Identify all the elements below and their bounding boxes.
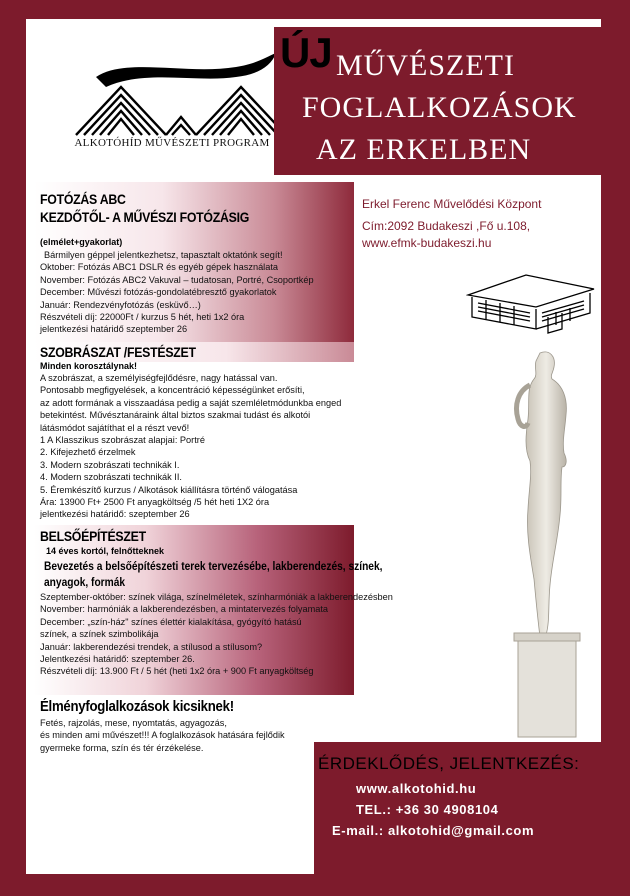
- kids-line: gyermeke forma, szín és tér érzékelése.: [40, 742, 204, 753]
- photo-line: jelentkezési határidő szeptember 26: [40, 324, 188, 335]
- title-line3: AZ ERKELBEN: [316, 133, 532, 166]
- sculpture-line: az adott formának a visszaadása pedig a saját szemléletmódunkba enged: [40, 397, 342, 408]
- logo-caption: ALKOTÓHÍD MŰVÉSZETI PROGRAM: [74, 137, 270, 149]
- sculpture-line: betekintést. Művésztanáraink által biztos szakmai tudást és alkotói: [40, 410, 311, 421]
- sculpture-line: 2. Kifejezhető érzelmek: [40, 447, 136, 458]
- interior-subheading: 14 éves kortól, felnőtteknek: [46, 546, 165, 556]
- title-line1: MŰVÉSZETI: [336, 49, 515, 82]
- interior-line: December: „szín-ház" színes élettér kialakítása, gyógyító hatású: [40, 616, 302, 627]
- interior-heading: BELSŐÉPÍTÉSZET: [40, 528, 146, 544]
- photo-line: December: Művészi fotózás-gondolatébresztő gyakorlatok: [40, 287, 277, 298]
- interior-line: Részvételi díj: 13.900 Ft / 5 hét (heti 1x2 óra + 900 Ft anyagköltség: [40, 666, 314, 677]
- interior-line: November: harmóniák a lakberendezésben, a mintatervezés folyamata: [40, 604, 329, 615]
- sculpture-line: 5. Éremkészítő kurzus / Alkotások kiállításra történő válogatása: [40, 484, 298, 495]
- contact-email[interactable]: E-mail.: alkotohid@gmail.com: [332, 823, 535, 838]
- photo-subheading: (elmélet+gyakorlat): [40, 237, 123, 247]
- interior-line: Január: lakberendezési trendek, a stílusod a stílusom?: [40, 641, 263, 652]
- photo-line: Január: Rendezvényfotózás (esküvő…): [40, 299, 201, 310]
- sculpture-line: 4. Modern szobrászati technikák II.: [40, 472, 182, 483]
- sculpture-line: 1 A Klasszikus szobrászat alapjai: Portré: [40, 435, 205, 446]
- venue-web[interactable]: www.efmk-budakeszi.hu: [362, 236, 492, 250]
- kids-heading: Élményfoglalkozások kicsiknek!: [40, 698, 234, 715]
- contact-phone[interactable]: TEL.: +36 30 4908104: [356, 802, 499, 817]
- kids-line: és minden ami művészet!!! A foglalkozások hatására fejlődik: [40, 730, 285, 741]
- kids-list: [40, 717, 285, 754]
- contact-web[interactable]: www.alkotohid.hu: [356, 781, 477, 796]
- statue-image: [496, 349, 601, 739]
- venue-address: Cím:2092 Budakeszi ,Fő u.108,: [362, 219, 531, 233]
- poster: [26, 19, 601, 874]
- sculpture-line: látásmódot sajátíthat el a részt vevő!: [40, 422, 190, 433]
- photo-line: Oktober: Fotózás ABC1 DSLR és egyéb gépek használata: [40, 262, 278, 273]
- sculpture-subheading: Minden korosztálynak!: [40, 361, 138, 371]
- interior-line: Szeptember-október: színek világa, színelméletek, színharmóniák a lakberendezésben: [40, 592, 393, 602]
- photo-line: Bármilyen géppel jelentkezhetsz, tapasztalt oktatónk segít!: [44, 250, 283, 260]
- sculpture-line: Pontosabb megfigyelések, a koncentráció képességünket erősíti,: [40, 385, 305, 396]
- photo-list: [40, 249, 314, 336]
- alkotohid-logo-icon: [66, 47, 296, 139]
- sculpture-line: A szobrászat, a személyiségfejlődésre, nagy hatással van.: [40, 373, 278, 383]
- sculpture-heading: SZOBRÁSZAT /FESTÉSZET: [40, 344, 196, 360]
- venue-name: Erkel Ferenc Művelődési Központ: [362, 197, 542, 211]
- title-new: ÚJ: [280, 29, 332, 76]
- contact-heading: ÉRDEKLŐDÉS, JELENTKEZÉS:: [318, 754, 580, 773]
- title-line2: FOGLALKOZÁSOK: [302, 91, 577, 124]
- photo-line: November: Fotózás ABC2 Vakuval – tudatosan, Portré, Csoportkép: [40, 274, 314, 285]
- interior-intro-2: anyagok, formák: [44, 575, 126, 589]
- photo-line: Részvételi díj: 22000Ft / kurzus 5 hét, heti 1x2 óra: [40, 312, 245, 323]
- sculpture-line: 3. Modern szobrászati technikák I.: [40, 459, 180, 470]
- sculpture-list: [40, 372, 341, 521]
- interior-line: színek, a színek szimbolikája: [40, 629, 159, 640]
- sculpture-line: Ára: 13900 Ft+ 2500 Ft anyagköltség /5 hét heti 1X2 óra: [40, 497, 270, 508]
- interior-line: Jelentkezési határidő: szeptember 26.: [40, 654, 195, 665]
- interior-list: [40, 591, 393, 678]
- sculpture-line: jelentkezési határidő: szeptember 26: [40, 509, 190, 520]
- photo-heading: FOTÓZÁS ABC: [40, 191, 126, 207]
- kids-line: Fetés, rajzolás, mese, nyomtatás, agyagozás,: [40, 718, 227, 728]
- building-icon: [466, 267, 596, 337]
- photo-heading-2: KEZDŐTŐL- A MŰVÉSZI FOTÓZÁSIG: [40, 209, 250, 225]
- interior-intro: Bevezetés a belsőépítészeti terek tervezésébe, lakberendezés, színek,: [44, 559, 383, 573]
